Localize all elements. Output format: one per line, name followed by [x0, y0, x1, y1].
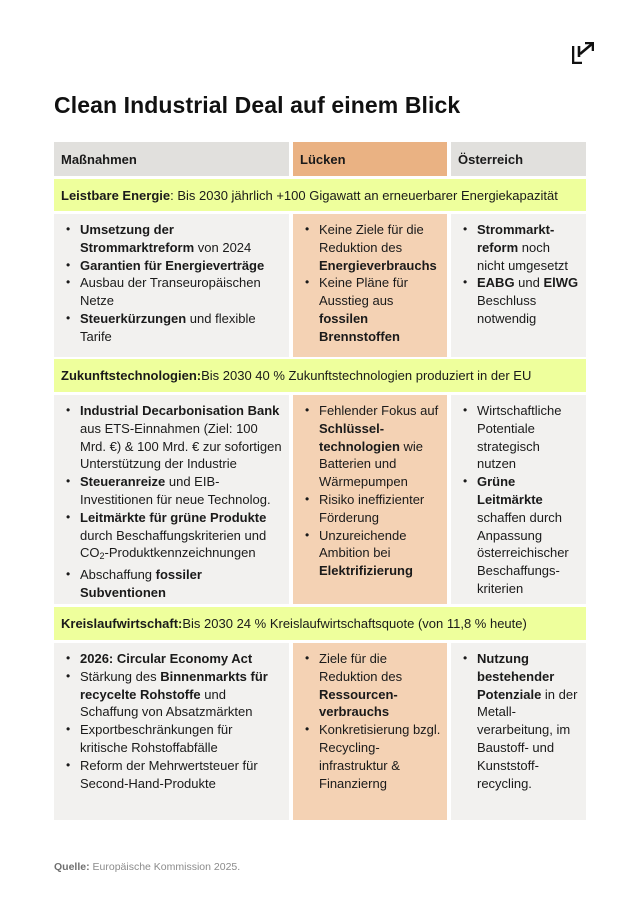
- section-heading-kreislaufwirtschaft: [54, 607, 586, 640]
- list-item: • Grüne Leitmärkte schaffen durch Anpassung österreichischer Beschaffungs-kriterien: [457, 473, 580, 598]
- section-heading-label: Leistbare Energie: [61, 187, 171, 203]
- section-heading-text: Bis 2030 40 % Zukunftstechnologien produziert in der EU: [201, 368, 532, 383]
- list-item: • Stärkung des Binnenmarkts für recycelte Rohstoffe und Schaffung von Absatzmärkten: [60, 668, 283, 721]
- section-heading-label: Zukunftstechnologien:: [61, 368, 202, 383]
- list-item: • Umsetzung der Strommarktreform von 2024: [60, 221, 283, 257]
- list-item: • Wirtschaftliche Potentiale strategisch nutzen: [457, 402, 580, 473]
- source-label: Quelle:: [54, 861, 90, 873]
- section-heading-text: : Bis 2030 jährlich +100 Gigawatt an erneuerbarer Energiekapazität: [170, 187, 558, 203]
- list-item: • Reform der Mehrwertsteuer für Second-Hand-Produkte: [60, 757, 283, 793]
- cell-massnahmen-kreislauf: [54, 643, 289, 820]
- header-oesterreich: Österreich: [451, 142, 586, 176]
- list-item: • Ausbau der Transeuropäischen Netze: [60, 274, 283, 310]
- list-item: • Industrial Decarbonisation Bank aus ETS-Einnahmen (Ziel: 100 Mrd. €) & 100 Mrd. € zur sofortigen Unterstützung der Industrie: [60, 402, 283, 473]
- table-header-row: [54, 142, 586, 176]
- header-luecken: Lücken: [293, 142, 447, 176]
- cell-luecken-energie: [293, 214, 447, 357]
- cell-oesterreich-energie: [451, 214, 586, 357]
- cell-massnahmen-energie: [54, 214, 289, 357]
- list-item: • Garantien für Energieverträge: [60, 257, 283, 275]
- list-item: • 2026: Circular Economy Act: [60, 650, 283, 668]
- list-item: • Risiko ineffizienter Förderung: [299, 491, 441, 527]
- cell-oesterreich-kreislauf: [451, 643, 586, 820]
- section-heading-energie: [54, 179, 586, 211]
- cell-luecken-zukunft: [293, 395, 447, 604]
- list-item: • Leitmärkte für grüne Produkte durch Beschaffungskriterien und $CO_2$-Produktkennzeichnungen: [60, 509, 283, 566]
- source-note: [54, 861, 240, 873]
- list-item: • Konkretisierung bzgl. Recycling-infrastruktur & Finanzierng: [299, 721, 441, 792]
- list-item: • EABG und ElWG Beschluss notwendig: [457, 274, 580, 327]
- list-item: • Steuerkürzungen und flexible Tarife: [60, 310, 283, 346]
- page-title: Clean Industrial Deal auf einem Blick: [54, 92, 461, 118]
- cell-oesterreich-zukunft: [451, 395, 586, 604]
- list-item: • Steueranreize und EIB-Investitionen für neue Technolog.: [60, 473, 283, 509]
- header-massnahmen: Maßnahmen: [54, 142, 289, 176]
- list-item: • Keine Pläne für Ausstieg aus fossilen Brennstoffen: [299, 274, 441, 345]
- section-heading-label: Kreislaufwirtschaft:: [61, 616, 183, 631]
- list-item: • Keine Ziele für die Reduktion des Energieverbrauchs: [299, 221, 441, 274]
- section-heading-zukunftstechnologien: [54, 359, 586, 392]
- source-text: Europäische Kommission 2025.: [89, 861, 241, 873]
- section-heading-text: Bis 2030 24 % Kreislaufwirtschaftsquote (von 11,8 % heute): [182, 616, 527, 631]
- list-item: • Strommarkt-reform noch nicht umgesetzt: [457, 221, 580, 274]
- list-item: • Exportbeschränkungen für kritische Rohstoffabfälle: [60, 721, 283, 757]
- cell-luecken-kreislauf: [293, 643, 447, 820]
- list-item: • Unzureichende Ambition bei Elektrifizierung: [299, 527, 441, 580]
- list-item: • Fehlender Fokus auf Schlüssel-technologien wie Batterien und Wärmepumpen: [299, 402, 441, 491]
- overview-table: [54, 142, 586, 791]
- list-item: • Abschaffung fossiler Subventionen: [60, 566, 283, 602]
- list-item: • Nutzung bestehender Potenziale in der Metall-verarbeitung, im Baustoff- und Kunststoff-recycling.: [457, 650, 580, 792]
- k-logo-icon: [572, 42, 594, 64]
- list-item: • Ziele für die Reduktion des Ressourcen-verbrauchs: [299, 650, 441, 721]
- cell-massnahmen-zukunft: [54, 395, 289, 604]
